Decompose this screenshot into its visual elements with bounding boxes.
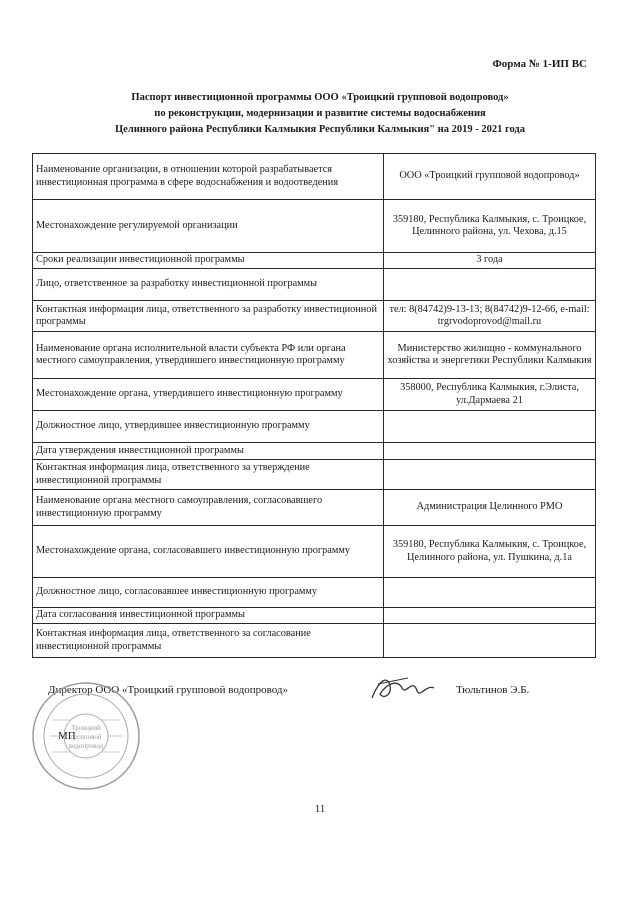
row-value: 358000, Республика Калмыкия, г.Элиста, ул.Дармаева 21 <box>384 379 596 411</box>
row-value: ООО «Троицкий групповой водопровод» <box>384 154 596 200</box>
table-row <box>33 253 596 269</box>
row-value <box>384 624 596 658</box>
page-number: 11 <box>314 803 326 815</box>
table-row <box>33 443 596 460</box>
row-label: Лицо, ответственное за разработку инвестиционной программы <box>33 269 384 301</box>
row-value: 359180, Республика Калмыкия, с. Троицкое, Целинного района, ул. Пушкина, д.1а <box>384 526 596 578</box>
title-line-1: Паспорт инвестиционной программы ООО «Троицкий групповой водопровод» <box>131 92 509 103</box>
table-row <box>33 578 596 608</box>
table-row <box>33 490 596 526</box>
row-label: Должностное лицо, согласовавшее инвестиционную программу <box>33 578 384 608</box>
handwritten-signature-icon <box>368 672 438 706</box>
row-label: Дата утверждения инвестиционной программы <box>33 443 384 460</box>
row-value <box>384 443 596 460</box>
row-value <box>384 460 596 490</box>
row-label: Наименование органа исполнительной власти субъекта РФ или органа местного самоуправления, утвердившего инвестиционную программу <box>33 332 384 379</box>
row-label: Контактная информация лица, ответственного за утверждение инвестиционной программы <box>33 460 384 490</box>
table-row <box>33 200 596 253</box>
row-label: Местонахождение органа, согласовавшего инвестиционную программу <box>33 526 384 578</box>
row-label: Местонахождение регулируемой организации <box>33 200 384 253</box>
row-value <box>384 269 596 301</box>
row-value <box>384 578 596 608</box>
signer-name: Тюльтинов Э.Б. <box>456 684 530 696</box>
row-label: Местонахождение органа, утвердившего инвестиционную программу <box>33 379 384 411</box>
row-label: Контактная информация лица, ответственного за согласование инвестиционной программы <box>33 624 384 658</box>
svg-text:Троицкий: Троицкий <box>71 724 101 732</box>
row-value: Администрация Целинного РМО <box>384 490 596 526</box>
round-stamp-icon <box>30 680 142 792</box>
table-row <box>33 526 596 578</box>
table-row <box>33 379 596 411</box>
title-line-3: Целинного района Республики Калмыкия Республики Калмыкия" на 2019 - 2021 года <box>115 124 525 135</box>
passport-table <box>32 153 596 658</box>
row-value: Министерство жилищно - коммунального хозяйства и энергетики Республики Калмыкия <box>384 332 596 379</box>
form-number: Форма № 1-ИП ВС <box>492 58 587 70</box>
row-value <box>384 411 596 443</box>
director-title: Директор ООО «Троицкий групповой водопровод» <box>48 684 288 696</box>
table-row <box>33 411 596 443</box>
row-label: Должностное лицо, утвердившее инвестиционную программу <box>33 411 384 443</box>
svg-text:групповой: групповой <box>70 733 102 741</box>
table-row <box>33 269 596 301</box>
table-row <box>33 301 596 332</box>
title-line-2: по реконструкции, модернизации и развитие системы водоснабжения <box>154 108 486 119</box>
table-row <box>33 624 596 658</box>
row-value <box>384 608 596 624</box>
row-label: Сроки реализации инвестиционной программы <box>33 253 384 269</box>
table-row <box>33 332 596 379</box>
svg-text:водопровод: водопровод <box>68 742 104 750</box>
table-row <box>33 460 596 490</box>
row-value: тел: 8(84742)9-13-13; 8(84742)9-12-66, e-mail: trgrvodoprovod@mail.ru <box>384 301 596 332</box>
row-value: 359180, Республика Калмыкия, с. Троицкое, Целинного района, ул. Чехова, д.15 <box>384 200 596 253</box>
row-label: Наименование органа местного самоуправления, согласовавшего инвестиционную программу <box>33 490 384 526</box>
stamp-label: МП <box>58 730 76 742</box>
row-label: Дата согласования инвестиционной программы <box>33 608 384 624</box>
document-title <box>30 90 610 138</box>
row-value: 3 года <box>384 253 596 269</box>
row-label: Наименование организации, в отношении которой разрабатывается инвестиционная программа в сфере водоснабжения и водоотведения <box>33 154 384 200</box>
row-label: Контактная информация лица, ответственного за разработку инвестиционной программы <box>33 301 384 332</box>
table-row <box>33 608 596 624</box>
table-row <box>33 154 596 200</box>
